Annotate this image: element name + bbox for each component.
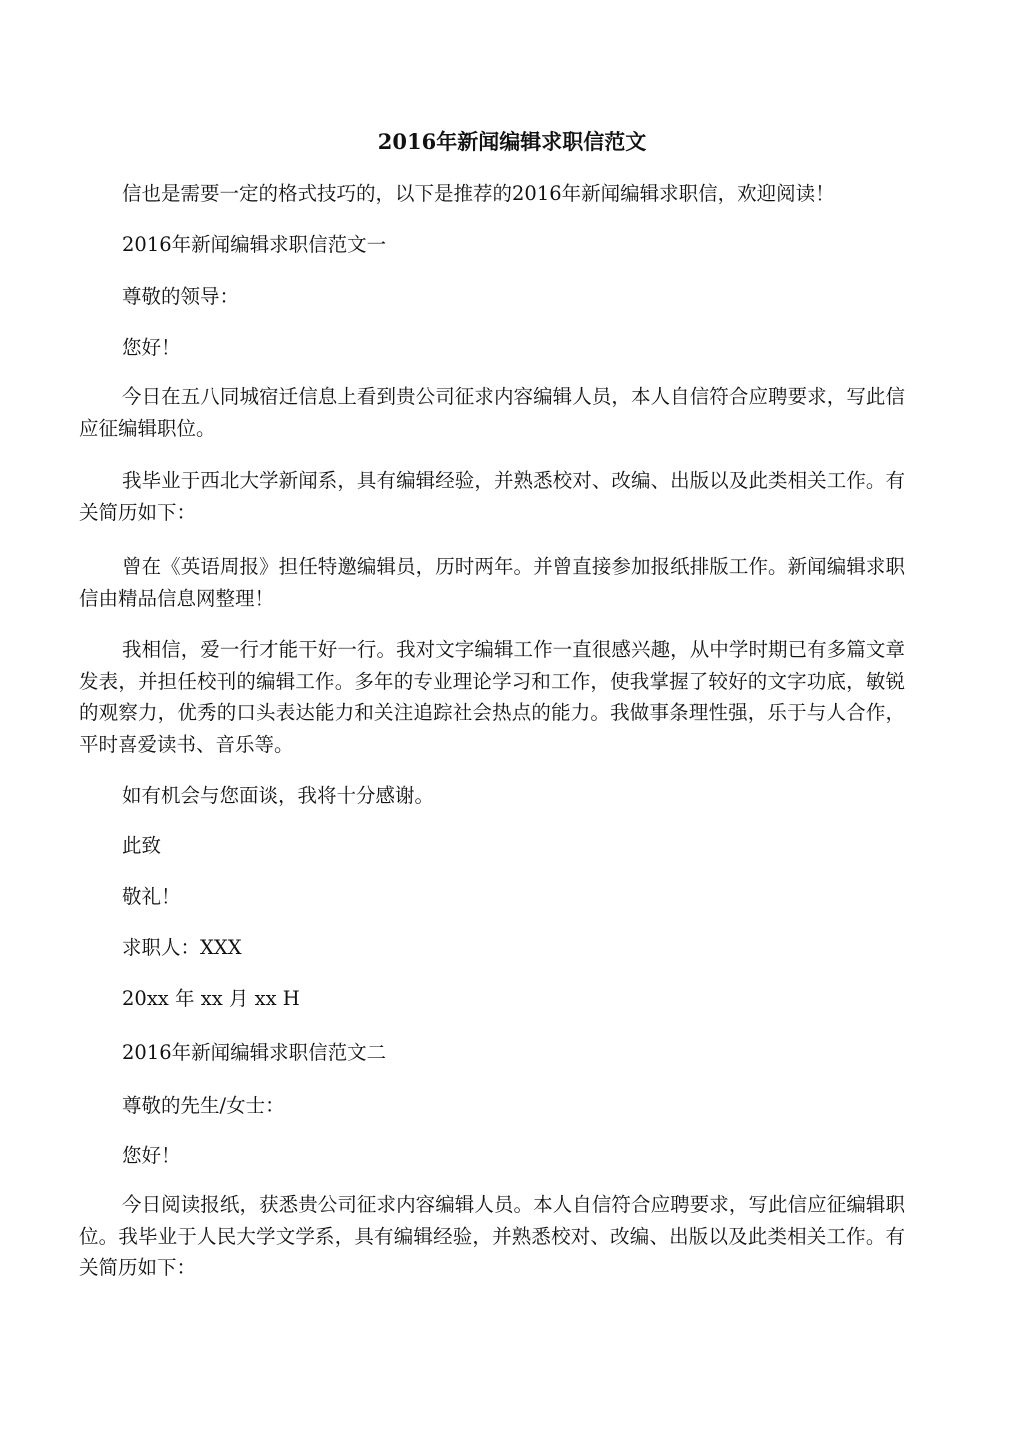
- closing-to: 此致: [122, 834, 162, 857]
- body-paragraph: 今日在五八同城宿迁信息上看到贵公司征求内容编辑人员，本人自信符合应聘要求，写此信应征编辑职位。: [79, 385, 905, 440]
- document-title: 2016年新闻编辑求职信范文: [377, 129, 647, 154]
- closing-paragraph: 如有机会与您面谈，我将十分感谢。: [122, 784, 435, 807]
- applicant-signature: 求职人：XXX: [122, 936, 242, 959]
- greeting: 您好！: [122, 336, 181, 359]
- body-paragraph: 曾在《英语周报》担任特邀编辑员，历时两年。并曾直接参加报纸排版工作。新闻编辑求职信由精品信息网整理！: [79, 555, 905, 610]
- sample-one-heading: 2016年新闻编辑求职信范文一: [122, 233, 387, 256]
- salutation: 尊敬的领导：: [122, 285, 240, 308]
- body-paragraph: 我相信，爱一行才能干好一行。我对文字编辑工作一直很感兴趣，从中学时期已有多篇文章发表，并担任校刊的编辑工作。多年的专业理论学习和工作，使我掌握了较好的文字功底，敏锐的观察力，优秀的口头表达能力和关注追踪社会热点的能力。我做事条理性强，乐于与人合作，平时喜爱读书、音乐等。: [79, 638, 905, 756]
- letter-date: 20xx 年 xx 月 xx H: [122, 987, 300, 1010]
- greeting: 您好！: [122, 1144, 181, 1167]
- intro-paragraph: 信也是需要一定的格式技巧的，以下是推荐的2016年新闻编辑求职信，欢迎阅读！: [122, 182, 835, 205]
- sample-two-heading: 2016年新闻编辑求职信范文二: [122, 1041, 387, 1064]
- salutation: 尊敬的先生/女士：: [122, 1094, 285, 1117]
- body-paragraph: 我毕业于西北大学新闻系，具有编辑经验，并熟悉校对、改编、出版以及此类相关工作。有关简历如下：: [79, 469, 905, 524]
- body-paragraph: 今日阅读报纸，获悉贵公司征求内容编辑人员。本人自信符合应聘要求，写此信应征编辑职位。我毕业于人民大学文学系，具有编辑经验，并熟悉校对、改编、出版以及此类相关工作。有关简历如下：: [79, 1193, 905, 1279]
- closing-regards: 敬礼！: [122, 885, 181, 908]
